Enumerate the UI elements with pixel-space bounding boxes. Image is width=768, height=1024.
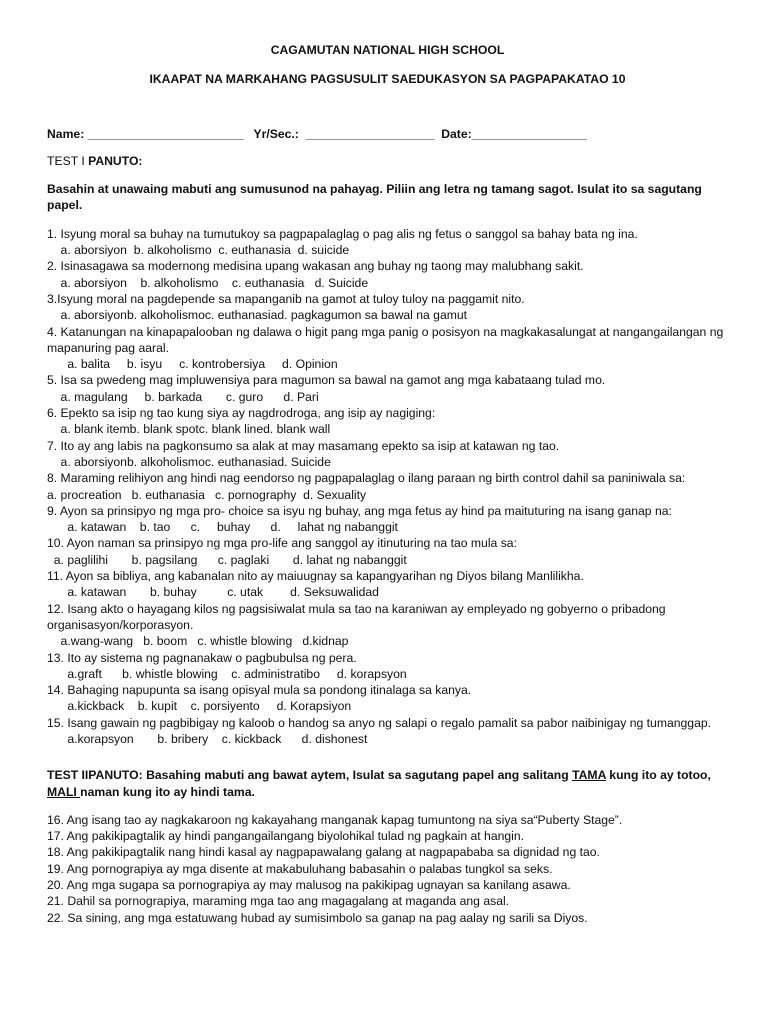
question-text: 3.Isyung moral na pagdepende sa mapanganib na gamot at tuloy tuloy na paggamit nito. — [47, 291, 525, 306]
statement-item: 16. Ang isang tao ay nagkakaroon ng kakayahang manganak kapag tumuntong na siya sa“Puberty Stage”. — [47, 812, 623, 827]
question-text: 7. Ito ay ang labis na pagkonsumo sa alak at may masamang epekto sa isip at katawan ng tao. — [47, 438, 560, 453]
question-text: 12. Isang akto o hayagang kilos ng pagsisiwalat mula sa tao na karaniwan ay empleyado ng gobyerno o pribadong organisasyon/korporasyon. — [47, 601, 666, 632]
question-text: 13. Ito ay sistema ng pagnanakaw o pagbubulsa ng pera. — [47, 650, 357, 665]
test2-instructions — [47, 767, 728, 800]
exam-title: IKAAPAT NA MARKAHANG PAGSUSULIT SAEDUKASYON SA PAGPAPAKATAO 10 — [149, 72, 626, 87]
statement-item: 19. Ang pornograpiya ay mga disente at makabuluhang babasahin o palabas tungkol sa seks. — [47, 861, 553, 876]
question-choices: a. katawan b. tao c. buhay d. lahat ng nabanggit — [47, 520, 398, 535]
question-text: 9. Ayon sa prinsipyo ng mga pro- choice sa isyu ng buhay, ang mga fetus ay hind pa maituturing na isang ganap na: — [47, 503, 672, 518]
question-choices: a. magulang b. barkada c. guro d. Pari — [47, 389, 319, 404]
question-choices: a. balita b. isyu c. kontrobersiya d. Opinion — [47, 357, 338, 372]
question-text: 14. Bahaging napupunta sa isang opisyal mula sa pondong itinalaga sa kanya. — [47, 683, 472, 698]
question-choices: a. paglilihi b. pagsilang c. paglaki d. lahat ng nabanggit — [47, 552, 407, 567]
question-choices: a. blank itemb. blank spotc. blank lined. blank wall — [47, 422, 331, 437]
question-choices: a. aborsiyon b. alkoholismo c. euthanasia d. Suicide — [47, 275, 369, 290]
test1-questions — [47, 226, 728, 748]
statement-item: 17. Ang pakikipagtalik ay hindi pangangailangang biyolohikal tulad ng pagkain at hangin. — [47, 829, 525, 844]
question-choices: a. katawan b. buhay c. utak d. Seksuwalidad — [47, 585, 379, 600]
question-text: 4. Katanungan na kinapapalooban ng dalawa o higit pang mga panig o posisyon na magkakasalungat at nangangailangan ng mapanuring pag aaral. — [47, 324, 724, 355]
student-info-line: Name: _______________________ Yr/Sec.: ___________________ Date:_________________ — [47, 126, 587, 141]
question-choices: a. procreation b. euthanasia c. pornography d. Sexuality — [47, 487, 367, 502]
school-name: CAGAMUTAN NATIONAL HIGH SCHOOL — [270, 43, 505, 57]
test1-label: TEST I — [47, 153, 85, 168]
statement-item: 21. Dahil sa pornograpiya, maraming mga tao ang magagalang at maganda ang asal. — [47, 894, 510, 909]
question-text: 5. Isa sa pwedeng mag impluwensiya para magumon sa bawal na gamot ang mga kabataang tulad mo. — [47, 373, 606, 388]
question-choices: a.korapsyon b. bribery c. kickback d. dishonest — [47, 731, 368, 746]
question-choices: a.kickback b. kupit c. porsiyento d. Korapsiyon — [47, 699, 352, 714]
question-text: 6. Epekto sa isip ng tao kung siya ay nagdrodroga, ang isip ay nagiging: — [47, 406, 436, 421]
test2-statements — [47, 812, 728, 926]
test1-heading — [47, 153, 728, 169]
question-choices: a.wang-wang b. boom c. whistle blowing d.kidnap — [47, 634, 349, 649]
statement-item: 18. Ang pakikipagtalik nang hindi kasal ay nagpapawalang galang at nagpapababa sa dignidad ng tao. — [47, 845, 600, 860]
statement-item: 22. Sa sining, ang mga estatuwang hubad ay sumisimbolo sa ganap na pag aalay ng sarili sa Diyos. — [47, 910, 588, 925]
test2-instr-part3: naman kung ito ay hindi tama. — [80, 784, 255, 799]
question-text: 10. Ayon naman sa prinsipyo ng mga pro-life ang sanggol ay itinuturing na tao mula sa: — [47, 536, 517, 551]
test2-instr-part1: TEST IIPANUTO: Basahing mabuti ang bawat aytem, Isulat sa sagutang papel ang salitang — [47, 768, 573, 783]
question-text: 8. Maraming relihiyon ang hindi nag eendorso ng pagpapalaglag o ilang paraan ng birth control dahil sa paniniwala sa: — [47, 471, 686, 486]
question-text: 11. Ayon sa bibliya, ang kabanalan nito ay maiuugnay sa kapangyarihan ng Diyos bilang Manlilikha. — [47, 569, 584, 584]
question-text: 15. Isang gawain ng pagbibigay ng kaloob o handog sa anyo ng salapi o regalo pamalit sa pabor naibinigay ng tumanggap. — [47, 715, 712, 730]
mali-word: MALI — [47, 784, 81, 799]
tama-word: TAMA — [572, 768, 606, 783]
statement-item: 20. Ang mga sugapa sa pornograpiya ay may malusog na pakikipag ugnayan sa kanilang asawa. — [47, 878, 571, 893]
test1-instructions: Basahin at unawaing mabuti ang sumusunod na pahayag. Piliin ang letra ng tamang sagot. Isulat ito sa sagutang papel. — [47, 182, 702, 213]
question-choices: a.graft b. whistle blowing c. administratibo d. korapsyon — [47, 666, 407, 681]
test1-panuto: PANUTO: — [88, 153, 143, 168]
question-text: 1. Isyung moral sa buhay na tumutukoy sa pagpapalaglag o pag alis ng fetus o sanggol sa bahay bata ng ina. — [47, 226, 638, 241]
test2-instr-part2: kung ito ay totoo, — [605, 768, 711, 783]
question-choices: a. aborsiyonb. alkoholismoc. euthanasiad. Suicide — [47, 454, 331, 469]
question-choices: a. aborsiyon b. alkoholismo c. euthanasia d. suicide — [47, 243, 350, 258]
question-text: 2. Isinasagawa sa modernong medisina upang wakasan ang buhay ng taong may malubhang sakit. — [47, 259, 584, 274]
question-choices: a. aborsiyonb. alkoholismoc. euthanasiad. pagkagumon sa bawal na gamut — [47, 308, 468, 323]
